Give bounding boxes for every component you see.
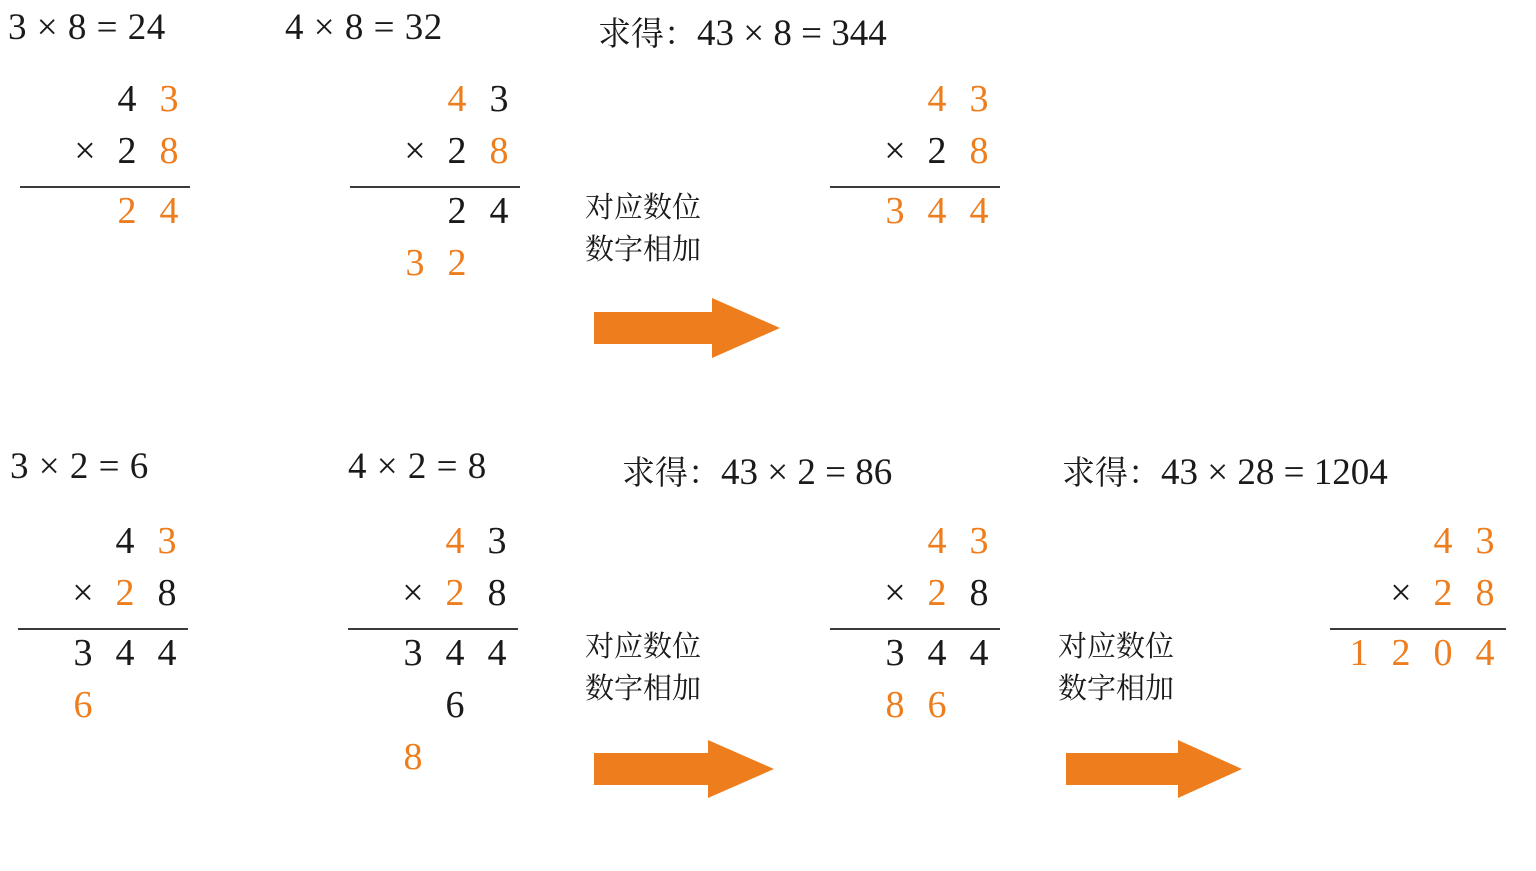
digit: 3 — [969, 78, 989, 120]
digit: 2 — [927, 130, 947, 172]
result-row — [1330, 634, 1506, 686]
partial-product-row — [20, 192, 190, 244]
digit: 2 — [447, 242, 467, 284]
bottom-step2-vmul — [348, 522, 518, 790]
digit: 4 — [489, 190, 509, 232]
digit: 4 — [969, 632, 989, 674]
multiplier-row — [348, 574, 518, 626]
digit: 4 — [445, 520, 465, 562]
digit: 0 — [1433, 632, 1453, 674]
partial-product-row-3 — [348, 738, 518, 790]
multiplier-row — [830, 574, 1000, 626]
headline-expr: 43 × 2 = 86 — [721, 452, 893, 493]
digit: 3 — [405, 242, 425, 284]
multiplier-row — [1330, 574, 1506, 626]
bottom-step1-vmul — [18, 522, 188, 738]
top-arrow-label — [585, 186, 701, 270]
top-step1-headline: 3 × 8 = 24 — [8, 7, 166, 48]
divider-line — [350, 186, 520, 188]
digit: 6 — [927, 684, 947, 726]
divider-line — [830, 186, 1000, 188]
partial-product-row-1 — [348, 634, 518, 686]
multiplicand-row — [18, 522, 188, 574]
digit: 3 — [885, 632, 905, 674]
digit: 2 — [927, 572, 947, 614]
bottom-arrow1-label — [585, 625, 701, 709]
digit: 3 — [159, 78, 179, 120]
digit: 3 — [1475, 520, 1495, 562]
multiply-operator: × — [74, 130, 96, 172]
multiply-operator: × — [404, 130, 426, 172]
top-step2-vmul — [350, 80, 520, 296]
right-arrow-icon — [594, 740, 774, 798]
digit: 8 — [487, 572, 507, 614]
bottom-step3-headline — [622, 447, 892, 494]
headline-expr: 43 × 28 = 1204 — [1161, 452, 1388, 493]
bottom-step4-vmul — [1330, 522, 1506, 686]
multiplicand-row — [830, 522, 1000, 574]
digit: 2 — [447, 130, 467, 172]
partial-product-row-2 — [350, 244, 520, 296]
digit: 4 — [1433, 520, 1453, 562]
result-row — [830, 192, 1000, 244]
digit: 4 — [447, 78, 467, 120]
multiply-operator: × — [1390, 572, 1412, 614]
digit: 2 — [445, 572, 465, 614]
multiplicand-row — [1330, 522, 1506, 574]
label-line-2: 数字相加 — [585, 671, 702, 706]
digit: 8 — [159, 130, 179, 172]
headline-cjk: 求得： — [1062, 453, 1161, 492]
multiply-operator: × — [72, 572, 94, 614]
multiply-operator: × — [884, 572, 906, 614]
top-step3-headline — [598, 8, 887, 55]
digit: 3 — [885, 190, 905, 232]
digit: 3 — [487, 520, 507, 562]
digit: 8 — [969, 130, 989, 172]
partial-product-row-2 — [830, 686, 1000, 738]
multiplicand-row — [20, 80, 190, 132]
digit: 8 — [885, 684, 905, 726]
bottom-step2-headline: 4 × 2 = 8 — [348, 446, 487, 487]
digit: 3 — [73, 632, 93, 674]
bottom-step1-headline: 3 × 2 = 6 — [10, 446, 149, 487]
top-step1-vmul — [20, 80, 190, 244]
digit: 2 — [115, 572, 135, 614]
digit: 4 — [159, 190, 179, 232]
digit: 8 — [403, 736, 423, 778]
label-line-2: 数字相加 — [1058, 671, 1175, 706]
divider-line — [348, 628, 518, 630]
digit: 3 — [969, 520, 989, 562]
right-arrow-icon — [1066, 740, 1242, 798]
multiply-operator: × — [402, 572, 424, 614]
right-arrow-icon — [594, 298, 780, 358]
top-step2-headline: 4 × 8 = 32 — [285, 7, 443, 48]
divider-line — [20, 186, 190, 188]
bottom-arrow2-label — [1058, 625, 1174, 709]
digit: 4 — [927, 632, 947, 674]
digit: 8 — [157, 572, 177, 614]
label-line-1: 对应数位 — [1058, 629, 1175, 663]
digit: 4 — [115, 520, 135, 562]
multiplier-row — [20, 132, 190, 184]
multiplier-row — [830, 132, 1000, 184]
digit: 4 — [115, 632, 135, 674]
partial-product-row-1 — [350, 192, 520, 244]
digit: 3 — [489, 78, 509, 120]
divider-line — [1330, 628, 1506, 630]
digit: 3 — [403, 632, 423, 674]
top-step3-vmul — [830, 80, 1000, 244]
divider-line — [18, 628, 188, 630]
label-line-1: 对应数位 — [585, 190, 702, 224]
digit: 6 — [445, 684, 465, 726]
bottom-step3-vmul — [830, 522, 1000, 738]
multiplicand-row — [348, 522, 518, 574]
digit: 6 — [73, 684, 93, 726]
headline-cjk: 求得： — [598, 14, 697, 53]
multiplier-row — [18, 574, 188, 626]
multiply-operator: × — [884, 130, 906, 172]
headline-cjk: 求得： — [622, 453, 721, 492]
digit: 2 — [1391, 632, 1411, 674]
digit: 4 — [927, 520, 947, 562]
partial-product-row-1 — [830, 634, 1000, 686]
label-line-1: 对应数位 — [585, 629, 702, 663]
digit: 3 — [157, 520, 177, 562]
partial-product-row-2 — [348, 686, 518, 738]
partial-product-row-2 — [18, 686, 188, 738]
multiplicand-row — [350, 80, 520, 132]
digit: 1 — [1349, 632, 1369, 674]
label-line-2: 数字相加 — [585, 232, 702, 267]
multiplier-row — [350, 132, 520, 184]
bottom-step4-headline — [1062, 447, 1388, 494]
digit: 4 — [445, 632, 465, 674]
digit: 4 — [487, 632, 507, 674]
digit: 2 — [117, 130, 137, 172]
multiplicand-row — [830, 80, 1000, 132]
digit: 8 — [969, 572, 989, 614]
headline-expr: 43 × 8 = 344 — [697, 13, 887, 54]
digit: 4 — [927, 190, 947, 232]
partial-product-row-1 — [18, 634, 188, 686]
digit: 8 — [1475, 572, 1495, 614]
digit: 4 — [969, 190, 989, 232]
digit: 2 — [1433, 572, 1453, 614]
digit: 2 — [447, 190, 467, 232]
digit: 2 — [117, 190, 137, 232]
divider-line — [830, 628, 1000, 630]
digit: 4 — [1475, 632, 1495, 674]
digit: 4 — [117, 78, 137, 120]
digit: 4 — [157, 632, 177, 674]
digit: 8 — [489, 130, 509, 172]
digit: 4 — [927, 78, 947, 120]
